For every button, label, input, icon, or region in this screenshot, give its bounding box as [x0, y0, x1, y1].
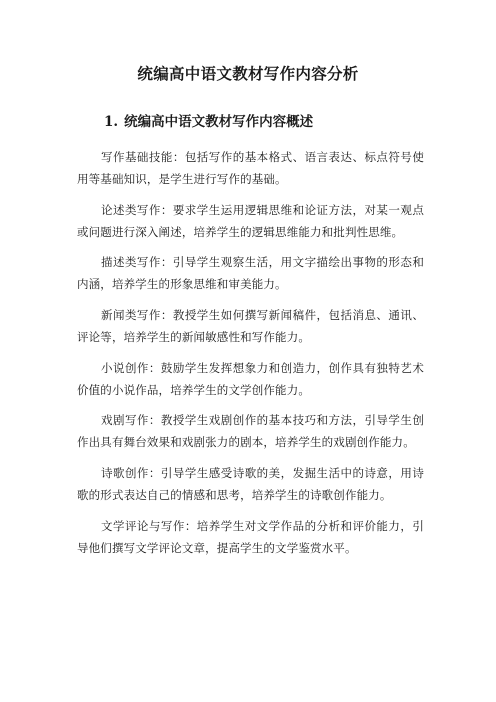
- paragraph-writing-basics: 写作基础技能：包括写作的基本格式、语言表达、标点符号使用等基础知识，是学生进行写作的基础。: [77, 150, 424, 186]
- document-title: 统编高中语文教材写作内容分析: [137, 64, 359, 83]
- section-heading: [104, 110, 313, 130]
- paragraph-poetry-writing: 诗歌创作：引导学生感受诗歌的美，发掘生活中的诗意，用诗歌的形式表达自己的情感和思考，培养学生的诗歌创作能力。: [77, 466, 424, 503]
- section-number: 1.: [104, 114, 119, 130]
- section-body: [77, 146, 424, 568]
- paragraph-drama-writing: 戏剧写作：教授学生戏剧创作的基本技巧和方法，引导学生创作出具有舞台效果和戏剧张力的剧本，培养学生的戏剧创作能力。: [77, 413, 424, 450]
- paragraph-literary-criticism: 文学评论与写作：培养学生对文学作品的分析和评价能力，引导他们撰写文学评论文章，提高学生的文学鉴赏水平。: [77, 518, 424, 555]
- paragraph-argumentative-writing: 论述类写作：要求学生运用逻辑思维和论证方法，对某一观点或问题进行深入阐述，培养学生的逻辑思维能力和批判性思维。: [77, 202, 424, 239]
- paragraph-news-writing: 新闻类写作：教授学生如何撰写新闻稿件，包括消息、通讯、评论等，培养学生的新闻敏感性和写作能力。: [77, 308, 424, 345]
- paragraph-descriptive-writing: 描述类写作：引导学生观察生活，用文字描绘出事物的形态和内涵，培养学生的形象思维和审美能力。: [77, 255, 424, 292]
- paragraph-fiction-writing: 小说创作：鼓励学生发挥想象力和创造力，创作具有独特艺术价值的小说作品，培养学生的文学创作能力。: [77, 360, 424, 397]
- section-heading-text: 统编高中语文教材写作内容概述: [124, 114, 314, 130]
